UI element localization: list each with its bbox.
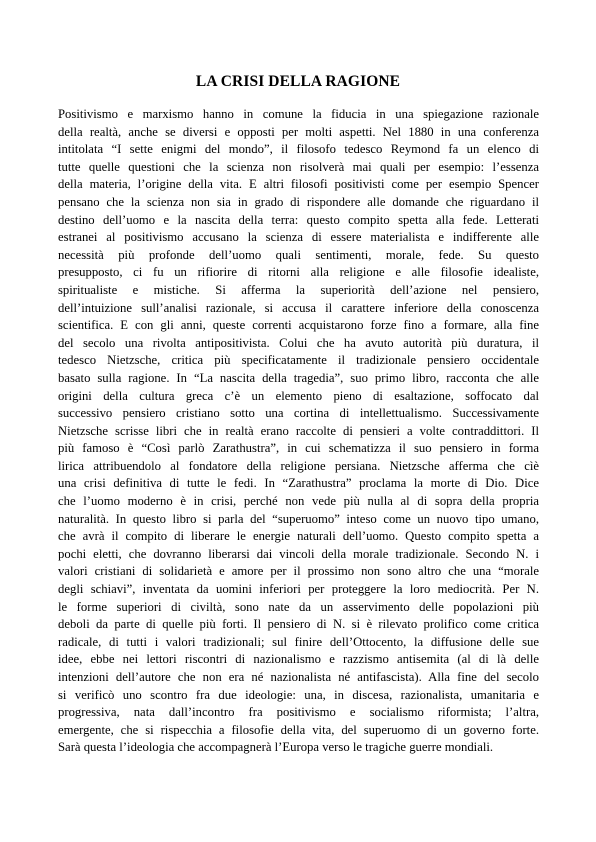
body-text-line: successivo pensiero cristiano sotto una cortina di intellettualismo. Successivamente — [58, 406, 539, 421]
body-text-line: della realtà, anche se diversi e opposti per molti aspetti. Nel 1880 in una conferenza — [58, 124, 539, 139]
body-text-line: dell’intuizione sull’analisi razionale, si accusa il carattere inferiore della conoscenza — [58, 300, 539, 315]
body-text-line: degli schiavi”, inventata da uomini inferiori per proteggere la loro mediocrità. Per N. — [58, 582, 539, 597]
body-text-line: valori cristiani di solidarietà e amore per il prossimo non sono altro che una “morale — [58, 564, 539, 579]
body-text-line: spiritualiste e mistiche. Si afferma la superiorità dell’azione nel pensiero, — [58, 282, 539, 297]
body-text-line: Nietzsche scrisse libri che in realtà erano raccolte di pensieri a volte contraddittori. Il — [58, 423, 539, 438]
body-text-line: lirica attribuendolo al fondatore della religione persiana. Nietzsche afferma che cìè — [58, 458, 539, 473]
body-text-line: Positivismo e marxismo hanno in comune la fiducia in una spiegazione razionale — [58, 107, 539, 121]
body-text-line: intitolata “I sette enigmi del mondo”, il filosofo tedesco Reymond fa un elenco di — [58, 142, 539, 157]
body-text-line: emergente, che si rispecchia a filosofie della vita, del superuomo di un governo forte. — [58, 722, 539, 737]
body-text-line: naturalità. In questo libro si parla del “superuomo” inteso come un nuovo tipo umano, — [58, 511, 539, 526]
body-text-line: Sarà questa l’ideologia che accompagnerà l’Europa verso le tragiche guerre mondiali. — [58, 740, 494, 755]
body-text-line: le forme superiori di civiltà, sono nate da un asservimento delle popolazioni più — [58, 599, 539, 614]
body-text-line: si verificò uno scontro fra due ideologie: una, in discesa, razionalista, umanitaria e — [58, 687, 539, 702]
body-text-line: del secolo una rivolta antipositivista. Colui che ha avuto autorità più duratura, il — [58, 335, 539, 350]
body-text-line: origini della cultura greca c’è un elemento pieno di esaltazione, soffocato dal — [58, 388, 539, 403]
body-text-line: progressiva, nata dall’incontro fra positivismo e socialismo riformista; l’altra, — [58, 705, 539, 720]
body-text-line: pochi eletti, che dovranno liberarsi dai vincoli della morale tradizionale. Secondo N. i — [58, 546, 539, 561]
body-text-line: della materia, l’origine della vita. E altri filosofi positivisti come per esempio Spencer — [58, 177, 539, 192]
body-text-line: una crisi definitiva di tutte le fedi. In “Zarathustra” proclama la morte di Dio. Dice — [58, 476, 539, 491]
body-text-line: deboli da parte di quelle più forti. Il pensiero di N. si è rilevato prolifico come critica — [58, 617, 539, 632]
body-text-line: idee, ebbe nei lettori riscontri di nazionalismo e razzismo antisemita (al di là delle — [58, 652, 539, 667]
body-text-line: scientifica. E con gli anni, queste correnti acquistarono forze fino a formare, alla fine — [58, 318, 539, 333]
body-text-line: presupposto, ci fu un rifiorire di ritorni alla religione e alle filosofie idealiste, — [58, 265, 539, 280]
body-text-line: più famoso è “Così parlò Zarathustra”, in cui schematizza il suo pensiero in forma — [58, 441, 539, 456]
body-text-line: necessità più profonde dell’uomo quali sentimenti, morale, fede. Su questo — [58, 247, 539, 262]
body-text-line: che avrà il compito di liberare le energie naturali dell’uomo. Questo compito spetta a — [58, 529, 539, 544]
body-text-line: basato sulla ragione. In “La nascita della tragedia”, suo primo libro, racconta che alle — [58, 370, 539, 385]
document-title: LA CRISI DELLA RAGIONE — [195, 73, 401, 90]
body-text-line: pensano che la scienza non sia in grado di rispondere alle domande che riguardano il — [58, 194, 539, 209]
body-text-line: destino dell’uomo e la nascita della terra: questo compito spetta alla fede. Letterati — [58, 212, 539, 227]
body-text-line: estranei al positivismo accusano la scienza di essere materialista e indifferente alle — [58, 230, 539, 245]
document-body — [58, 106, 539, 757]
body-text-line: radicale, di tutti i valori tradizionali; sul finire dell’Ottocento, la diffusione delle sue — [58, 634, 539, 649]
body-text-line: tedesco Nietzsche, critica più specificatamente il tradizionale pensiero occidentale — [58, 353, 539, 368]
body-text-line: tutte quelle questioni che la scienza non risolverà mai quali per esempio: l’essenza — [58, 159, 539, 174]
body-text-line: che l’uomo moderno è in crisi, perché non vede più nulla al di sopra della propria — [58, 494, 539, 509]
body-text-line: intenzioni dell’autore che non era né nazionalista né antifascista). Alla fine del secolo — [58, 670, 539, 684]
